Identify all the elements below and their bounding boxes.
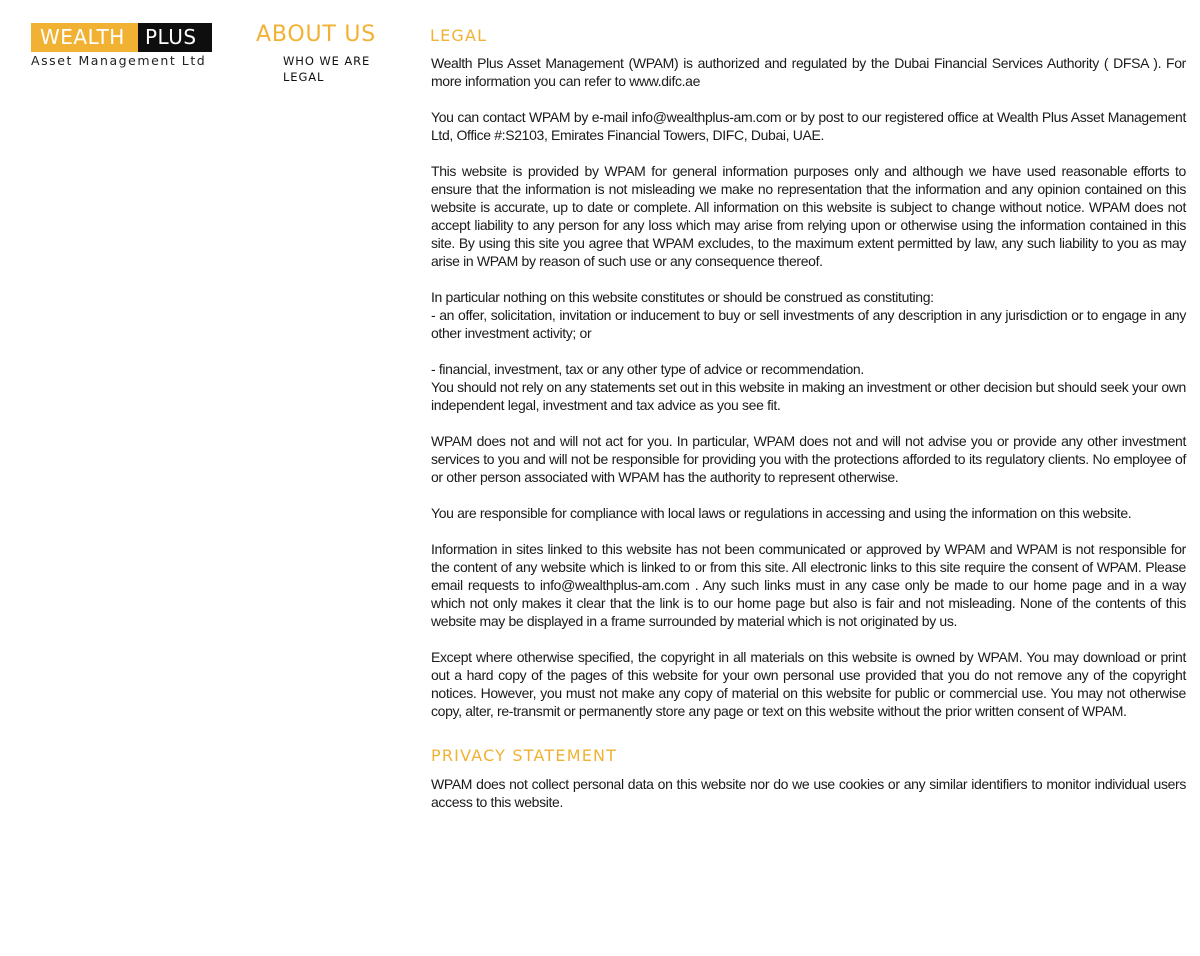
nav-list: [283, 53, 376, 85]
legal-paragraph: You can contact WPAM by e-mail info@wealthplus-am.com or by post to our registered office at Wealth Plus Asset Management Ltd, Office #:S2103, Emirates Financial Towers, DIFC, Dubai, UAE.: [431, 109, 1186, 143]
main-content: [431, 26, 1186, 811]
legal-paragraph: Information in sites linked to this website has not been communicated or approved by WPAM and WPAM is not responsible for the content of any website which is linked to or from this site. All electronic links to this site require the consent of WPAM. Please email requests to info@wealthplus-am.com . Any such links must in any case only be made to our home page and in a way which not only makes it clear that the link is to our home page but also is fair and not misleading. None of the contents of this website may be displayed in a frame surrounded by material which is not originated by us.: [431, 541, 1186, 629]
legal-paragraph: - financial, investment, tax or any other type of advice or recommendation. You should not rely on any statements set out in this website in making an investment or other decision but should seek your own independent legal, investment and tax advice as you see fit.: [431, 361, 1186, 413]
nav-item-who-we-are[interactable]: WHO WE ARE: [283, 54, 371, 68]
legal-paragraph: This website is provided by WPAM for general information purposes only and although we have used reasonable efforts to ensure that the information is not misleading we make no representation that the information and any opinion contained on this website is accurate, up to date or complete. All information on this website is subject to change without notice. WPAM does not accept liability to any person for any loss which may arise from relying upon or otherwise using the information contained in this site. By using this site you agree that WPAM excludes, to the maximum extent permitted by law, any such liability to you as may arise in WPAM by reason of such use or any consequence thereof.: [431, 163, 1186, 269]
company-logo[interactable]: [31, 23, 212, 68]
legal-paragraph: In particular nothing on this website constitutes or should be construed as constituting: - an offer, solicitation, invitation or inducement to buy or sell investments of any description in any jurisdiction or to engage in any other investment activity; or: [431, 289, 1186, 341]
privacy-heading: PRIVACY STATEMENT: [431, 746, 618, 765]
logo-word-plus: PLUS: [138, 23, 212, 52]
legal-paragraph: WPAM does not and will not act for you. In particular, WPAM does not and will not advise you or provide any other investment services to you and will not be responsible for providing you with the protections afforded to its regulatory clients. No employee of or other person associated with WPAM has the authority to represent otherwise.: [431, 433, 1186, 485]
legal-paragraph: Wealth Plus Asset Management (WPAM) is authorized and regulated by the Dubai Financial Services Authority ( DFSA ). For more information you can refer to www.difc.ae: [431, 55, 1186, 89]
logo-word-wealth: WEALTH: [31, 23, 138, 52]
nav-item-legal[interactable]: LEGAL: [283, 70, 325, 84]
privacy-paragraph: WPAM does not collect personal data on this website nor do we use cookies or any similar identifiers to monitor individual users access to this website.: [431, 776, 1186, 810]
legal-paragraph: You are responsible for compliance with local laws or regulations in accessing and using the information on this website.: [431, 505, 1132, 521]
legal-paragraph: Except where otherwise specified, the copyright in all materials on this website is owned by WPAM. You may download or print out a hard copy of the pages of this website for your own personal use provided that you do not remove any of the copyright notices. However, you must not make any copy of material on this website for public or commercial use. You may not otherwise copy, alter, re-transmit or permanently store any page or text on this website without the prior written consent of WPAM.: [431, 649, 1186, 719]
legal-heading: LEGAL: [430, 26, 488, 45]
logo-subtitle: Asset Management Ltd: [31, 53, 207, 68]
logo-wordmark: [31, 23, 212, 52]
about-us-nav: [256, 22, 376, 85]
nav-title: ABOUT US: [256, 22, 377, 47]
